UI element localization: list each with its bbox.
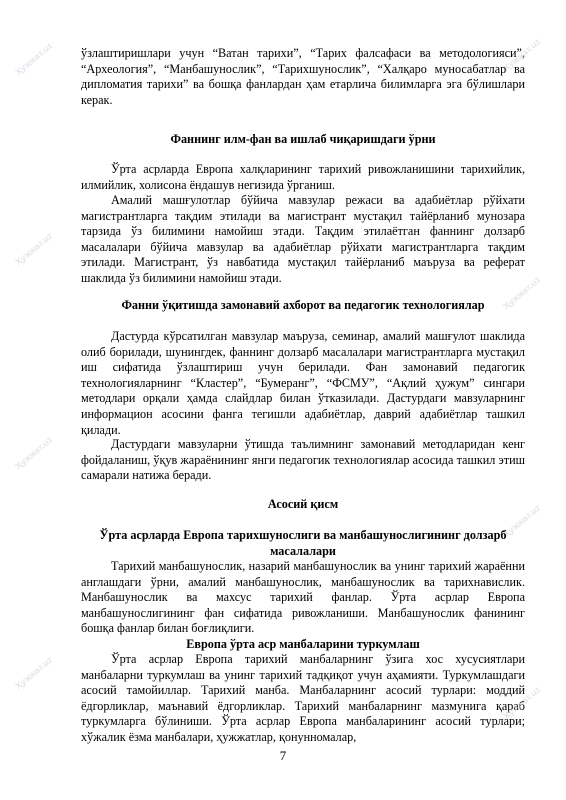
main-part-heading: Асосий қисм <box>267 497 339 511</box>
technologies-paragraph-1: Дастурда кўрсатилган мавзулар маъруза, семинар, амалий машғулот шаклида олиб борилади, шунингдек, фаннинг долзарб масалалари магистрантларга мустақил иш сифатида ўзлаштириш учун берилади. Фан замонавий педагогик технологияларнинг “Кластер”, “Бумеранг”, “ФСМУ”, “Ақлий ҳужум” сингари методлари орқали ҳамда слайдлар билан ўтказилади. Дастурдаги мавзуларнинг информацион асосини фанга тегишли адабиётлар, даврий адабиётлар ташкил қилади. <box>81 329 525 437</box>
watermark: Ҳужжат.uz <box>501 274 543 312</box>
page-number: 7 <box>279 748 287 763</box>
watermark: Ҳужжат.uz <box>501 502 543 540</box>
watermark: Ҳужжат.uz <box>501 684 543 722</box>
technologies-paragraph-2: Дастурдаги мавзуларни ўтишда таълимнинг замонавий методларидан кенг фойдаланиш, ўқув жараёнининг янги педагогик технологиялар асосида ташкил этиш самарали натижа беради. <box>81 437 525 483</box>
section-heading-technologies: Фанни ўқитишда замонавий ахборот ва педагогик технологиялар <box>121 298 485 312</box>
watermark: Ҳужжат.uz <box>13 654 55 692</box>
watermark: Ҳужжат.uz <box>501 36 543 74</box>
section-heading-role: Фаннинг илм-фан ва ишлаб чиқаришдаги ўрни <box>170 132 436 146</box>
classification-paragraph: Ўрта асрлар Европа тарихий манбаларнинг ўзига хос хусусиятлари манбаларни туркумлаш ва унинг тарихий тадқиқот учун аҳамияти. Туркумлашдаги асосий тамойиллар. Тарихий манба. Манбаларнинг асосий турлари: моддий ёдгорликлар, маънавий ёдгорликлар. Тарихий манбаларнинг мазмунига қараб туркумларга бўлиниши. Ўрта асрлар Европа манбаларининг асосий турлари; хўжалик ёзма манбалари, ҳужжатлар, қонунномалар, <box>81 652 525 744</box>
role-paragraph-2: Амалий машғулотлар бўйича мавзулар режаси ва адабиётлар рўйхати магистрантларга тақдим этилади ва магистрант мустақил тайёрланиб мунозара тарзида ўз билимини намойиш этади. Тақдим этилаётган фаннинг долзарб масалалари бўйича мавзулар ва адабиётлар рўйхати магистрантларга тақдим этилади. Магистрант, ўз навбатида мустақил тайёрланиб маъруза ва реферат шаклида ўз билимини намойиш этади. <box>81 193 525 285</box>
topic-heading: Ўрта асрларда Европа тарихшунослиги ва манбашунослигининг долзарб масалалари <box>99 528 507 558</box>
watermark: Ҳужжат.uz <box>13 434 55 472</box>
classification-heading: Европа ўрта аср манбаларини туркумлаш <box>186 637 420 651</box>
role-paragraph-1: Ўрта асрларда Европа халқларининг тарихий ривожланишини тарихийлик, илмийлик, холисона ёндашув негизида ўрганиш. <box>81 162 525 192</box>
watermark: Ҳужжат.uz <box>13 230 55 268</box>
topic-paragraph: Тарихий манбашунослик, назарий манбашунослик ва унинг тарихий жараённи англашдаги ўрни, амалий манбашунослик, манбашунослик ва тарихнавислик. Манбашунослик ва махсус тарихий фанлар. Ўрта асрлар Европа манбашунослигининг фан сифатида ривожланиши. Манбашунослик фанининг бошқа фанлар билан боғлиқлиги. <box>81 559 525 636</box>
watermark: Ҳужжат.uz <box>13 40 55 78</box>
intro-paragraph: ўзлаштиришлари учун “Ватан тарихи”, “Тарих фалсафаси ва методологияси”, “Археология”, “Манбашунослик”, “Тарихшунослик”, “Халқаро муносабатлар ва дипломатия тарихи” ва бошқа фанлардан ҳам етарлича билимларга эга бўлишлари керак. <box>81 46 525 107</box>
